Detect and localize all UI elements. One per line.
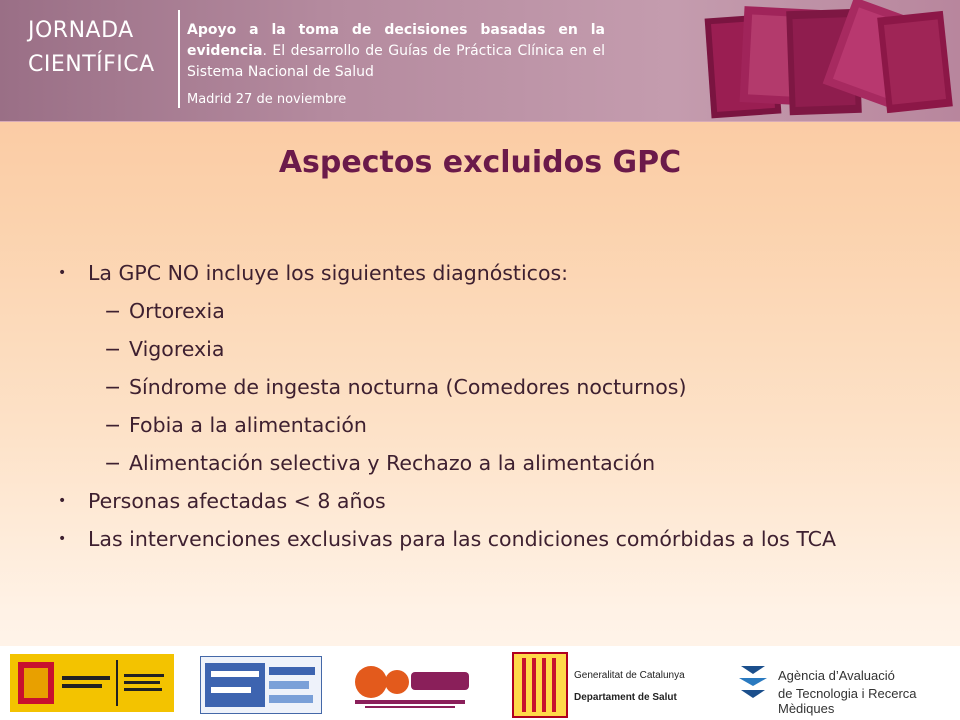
sub-bullet-item bbox=[54, 298, 884, 324]
dash-marker: − bbox=[104, 413, 122, 437]
event-name-line1: JORNADA bbox=[28, 18, 134, 43]
event-date: Madrid 27 de noviembre bbox=[187, 92, 347, 107]
agency-name-line1: Agència d’Avaluació bbox=[778, 668, 895, 683]
dash-marker: − bbox=[104, 337, 122, 361]
catalunya-text-line1: Generalitat de Catalunya bbox=[574, 670, 685, 681]
sub-bullet-text: Ortorexia bbox=[129, 299, 225, 323]
agency-name-line2: de Tecnologia i Recerca Mèdiques bbox=[778, 686, 917, 716]
bullet-marker: • bbox=[58, 531, 67, 547]
bullet-text: Las intervenciones exclusivas para las condiciones comórbidas a los TCA bbox=[88, 527, 837, 551]
generalitat-catalunya-shield bbox=[512, 652, 568, 718]
sub-bullet-item bbox=[54, 450, 884, 476]
dash-marker: − bbox=[104, 451, 122, 475]
sub-bullet-item bbox=[54, 412, 884, 438]
dash-marker: − bbox=[104, 375, 122, 399]
event-tagline bbox=[187, 20, 605, 83]
aquas-logo-icon bbox=[733, 660, 773, 700]
sub-bullet-text: Vigorexia bbox=[129, 337, 225, 361]
bullet-item bbox=[54, 526, 884, 552]
footer-logos bbox=[0, 646, 960, 720]
slide-bullets bbox=[54, 258, 884, 552]
catalunya-text-line2: Departament de Salut bbox=[574, 692, 677, 703]
event-tagline-rest: . El desarrollo de Guías de Práctica Clínica en el Sistema Nacional de Salud bbox=[187, 43, 605, 80]
guiasalud-logo bbox=[345, 654, 475, 712]
event-name-line2: CIENTÍFICA bbox=[28, 52, 155, 77]
guide-covers-image bbox=[660, 0, 960, 121]
event-tagline-bold: Apoyo a la toma de decisiones basadas en la evidencia bbox=[187, 22, 605, 59]
header-divider bbox=[178, 10, 180, 108]
bullet-item bbox=[54, 260, 884, 286]
sub-bullet-item bbox=[54, 336, 884, 362]
bullet-marker: • bbox=[58, 265, 67, 281]
bullet-marker: • bbox=[58, 493, 67, 509]
dash-marker: − bbox=[104, 299, 122, 323]
bullet-text: La GPC NO incluye los siguientes diagnósticos: bbox=[88, 261, 569, 285]
header-band bbox=[0, 0, 960, 122]
bullet-text: Personas afectadas < 8 años bbox=[88, 489, 386, 513]
sub-bullet-text: Alimentación selectiva y Rechazo a la alimentación bbox=[129, 451, 656, 475]
sub-bullet-item bbox=[54, 374, 884, 400]
sub-bullet-text: Síndrome de ingesta nocturna (Comedores nocturnos) bbox=[129, 375, 687, 399]
plan-calidad-logo bbox=[200, 656, 322, 714]
guide-cover-5 bbox=[877, 11, 953, 113]
slide-title: Aspectos excluidos GPC bbox=[278, 145, 682, 180]
bullet-item bbox=[54, 488, 884, 514]
event-name bbox=[28, 14, 155, 82]
sub-bullet-text: Fobia a la alimentación bbox=[129, 413, 367, 437]
gobierno-espana-logo bbox=[10, 654, 174, 712]
